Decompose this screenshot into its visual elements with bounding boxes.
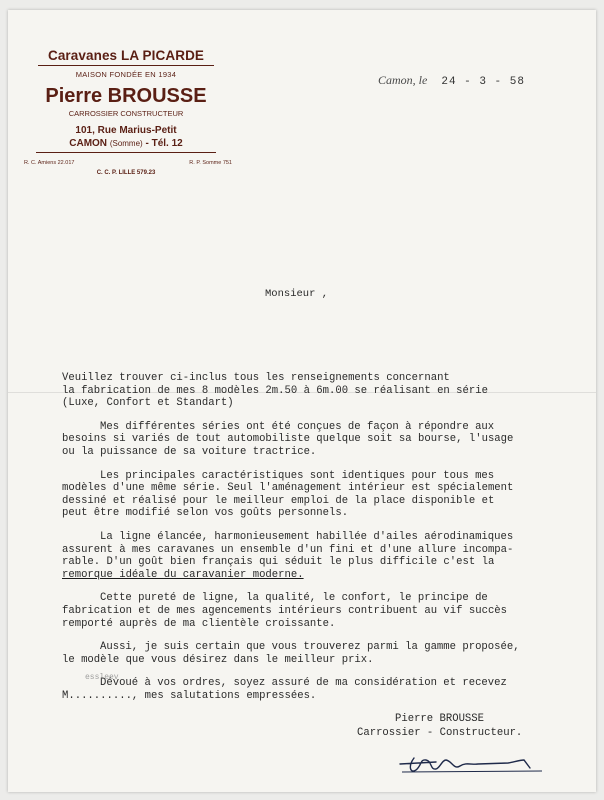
- body-line: Dévoué à vos ordres, soyez assuré de ma considération et recevez: [100, 677, 507, 690]
- body-line: rable. D'un goût bien français qui séduit le plus difficile c'est la: [62, 556, 495, 569]
- letter-date: 24 - 3 - 58: [441, 76, 525, 88]
- body-line: dessiné et réalisé pour le meilleur emploi de la place disponible et: [62, 494, 495, 507]
- body-line: remporté auprès de ma clientèle croissante.: [62, 617, 336, 630]
- paragraph-4: [62, 531, 562, 581]
- registration-line: [24, 160, 232, 166]
- handwritten-signature: [396, 752, 546, 783]
- body-line: La ligne élancée, harmonieusement habillée d'ailes aérodinamiques: [100, 530, 514, 543]
- company-name: Caravanes LA PICARDE: [38, 48, 214, 66]
- region-name: (Somme): [109, 139, 143, 148]
- body-line: peut être modifié selon vos goûts personnels.: [62, 507, 349, 520]
- body-line: ou la puissance de sa voiture tractrice.: [62, 445, 317, 458]
- city-name: CAMON: [69, 138, 108, 149]
- paragraph-5: [62, 592, 562, 630]
- paragraph-6: [62, 641, 562, 666]
- phone-number: - Tél. 12: [145, 138, 183, 149]
- signatory-title: Carrossier - Constructeur.: [357, 727, 523, 739]
- body-line: M.........., mes salutations empressées.: [62, 689, 317, 702]
- body-line: la fabrication de mes 8 modèles 2m.50 à 6m.00 se réalisant en série: [62, 384, 488, 397]
- trade-line: CARROSSIER CONSTRUCTEUR: [68, 109, 184, 118]
- body-line: assurent à mes caravanes un ensemble d'un fini et d'une allure incompa-: [62, 543, 514, 556]
- body-line: fabrication et de mes agencements intérieurs contribuent au vif succès: [62, 604, 508, 617]
- body-line: Les principales caractéristiques sont identiques pour tous mes: [100, 469, 495, 482]
- date-place: Camon, le: [378, 73, 428, 87]
- city-line: [30, 138, 222, 149]
- body-line: besoins si variés de tout automobiliste quelque soit sa bourse, l'usage: [62, 433, 514, 446]
- paragraph-3: [62, 470, 562, 520]
- paragraph-7: [62, 677, 562, 702]
- body-line: remorque idéale du caravanier moderne.: [62, 568, 304, 581]
- letterhead-rule: [36, 152, 216, 153]
- street-address: 101, Rue Marius-Petit: [75, 125, 177, 136]
- body-line: Aussi, je suis certain que vous trouverez parmi la gamme proposée,: [100, 641, 520, 654]
- owner-name: Pierre BROUSSE: [45, 85, 207, 107]
- body-line: le modèle que vous désirez dans le meilleur prix.: [62, 653, 374, 666]
- body-line: modèles d'une même série. Seul l'aménagement intérieur est spécialement: [62, 482, 514, 495]
- rc-number: R. C. Amiens 22.017: [24, 160, 75, 166]
- founded-line: MAISON FONDÉE EN 1934: [75, 70, 177, 79]
- ccp-number: C. C. P. LILLE 579.23: [96, 170, 156, 176]
- ink-smudge: essleev: [85, 673, 119, 682]
- body-line: Mes différentes séries ont été conçues de façon à répondre aux: [100, 420, 495, 433]
- body-line: Cette pureté de ligne, la qualité, le confort, le principe de: [100, 592, 488, 605]
- paragraph-1: [62, 372, 562, 410]
- dateline: [378, 73, 525, 88]
- body-line: (Luxe, Confort et Standart): [62, 397, 234, 410]
- salutation: Monsieur ,: [265, 288, 329, 300]
- body-line: Veuillez trouver ci-inclus tous les renseignements concernant: [62, 372, 450, 384]
- rp-number: R. P. Somme 751: [189, 160, 232, 166]
- letter-body: [62, 372, 562, 713]
- letterhead: [24, 48, 232, 176]
- signatory-name: Pierre BROUSSE: [395, 713, 485, 725]
- paragraph-2: [62, 421, 562, 459]
